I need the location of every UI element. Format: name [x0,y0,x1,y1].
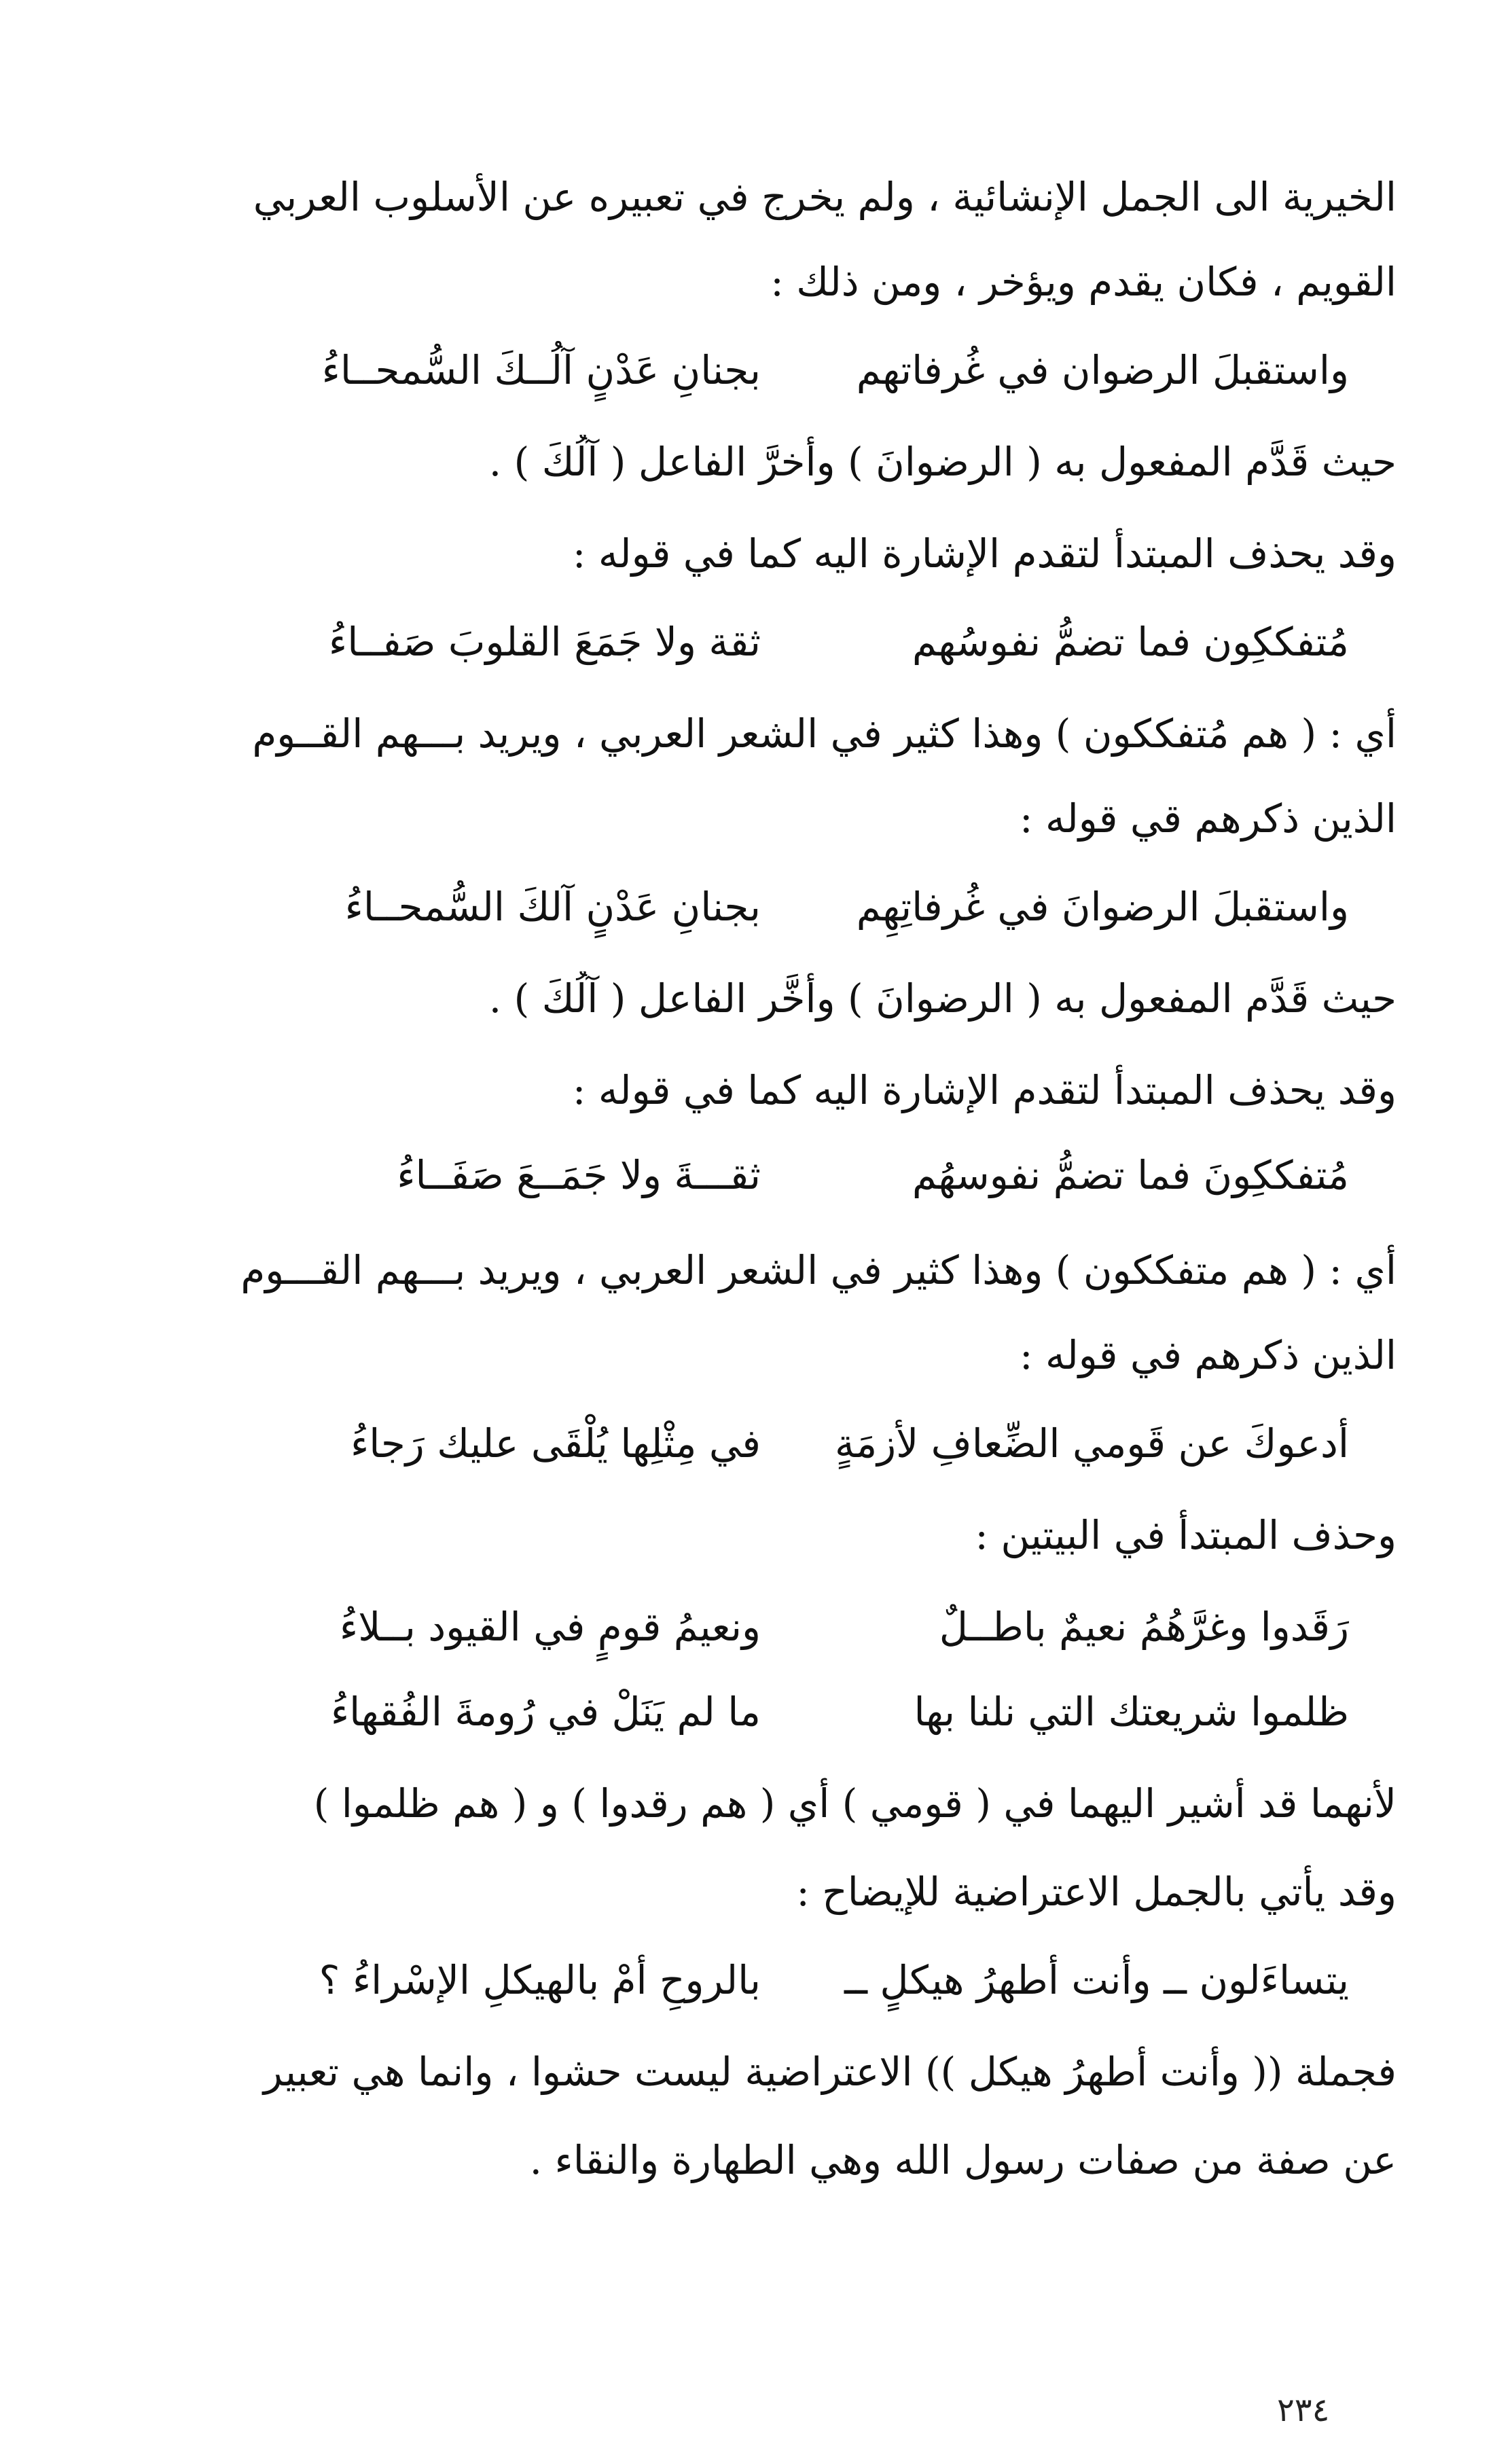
verse-first-hemistich: ظلموا شريعتك التي نلنا بها [914,1689,1349,1735]
verse-second-hemistich: في مِثْلِها يُلْقَى عليك رَجاءُ [350,1420,761,1467]
verse-first-hemistich: واستقبلَ الرضوانَ في غُرفاتِهِم [856,884,1349,930]
text-line: القويم ، فكان يقدم ويؤخر ، ومن ذلك : [770,259,1397,305]
text-line: حيث قَدَّم المفعول به ( الرضوانَ ) وأخَّر الفاعل ( آلُكَ ) . [488,975,1397,1022]
page-number: ٢٣٤ [1277,2391,1330,2429]
verse-first-hemistich: مُتفككِون فما تضمُّ نفوسُهم [912,619,1349,665]
text-line: الذين ذكرهم قي قوله : [1020,795,1397,842]
verse-second-hemistich: بجنانِ عَدْنٍ آلُــكَ السُّمحــاءُ [321,347,761,393]
text-line: وقد يأتي بالجمل الاعتراضية للإيضاح : [796,1869,1397,1915]
verse-second-hemistich: ونعيمُ قومٍ في القيود بــلاءُ [339,1604,761,1650]
text-line: وقد يحذف المبتدأ لتقدم الإشارة اليه كما في قوله : [572,531,1397,577]
verse-second-hemistich: ما لم يَنَلْ في رُومةَ الفُقهاءُ [330,1689,761,1735]
verse-second-hemistich: ثقـــةَ ولا جَمَــعَ صَفَــاءُ [397,1152,761,1198]
verse-second-hemistich: بالروحِ أمْ بالهيكلِ الإسْراءُ ؟ [319,1957,761,2003]
verse-first-hemistich: مُتفككِونَ فما تضمُّ نفوسهُم [912,1152,1349,1198]
text-line: عن صفة من صفات رسول الله وهي الطهارة والنقاء . [529,2137,1397,2183]
text-line: فجملة (( وأنت أطهرُ هيكل )) الاعتراضية ليست حشوا ، وانما هي تعبير [263,2049,1397,2095]
text-line: وقد يحذف المبتدأ لتقدم الإشارة اليه كما في قوله : [572,1067,1397,1113]
text-line: أي : ( هم متفككون ) وهذا كثير في الشعر العربي ، ويريد بـــهم القـــوم [240,1247,1397,1293]
verse-first-hemistich: أدعوكَ عن قَومي الضِّعافِ لأزمَةٍ [834,1420,1349,1467]
text-line: الخيرية الى الجمل الإنشائية ، ولم يخرج في تعبيره عن الأسلوب العربي [253,174,1397,220]
text-line: أي : ( هم مُتفككون ) وهذا كثير في الشعر العربي ، ويريد بـــهم القــوم [252,711,1397,757]
text-line: وحذف المبتدأ في البيتين : [975,1512,1397,1558]
text-line: لأنهما قد أشير اليهما في ( قومي ) أي ( هم رقدوا ) و ( هم ظلموا ) [313,1780,1397,1827]
text-line: الذين ذكرهم في قوله : [1020,1332,1397,1378]
verse-first-hemistich: رَقَدوا وغرَّهُمُ نعيمٌ باطــلٌ [939,1604,1349,1650]
text-line: حيث قَدَّم المفعول به ( الرضوانَ ) وأخرَّ الفاعل ( آلُكَ ) . [488,439,1397,485]
verse-first-hemistich: واستقبلَ الرضوان في غُرفاتهم [856,347,1349,393]
verse-first-hemistich: يتساءَلون ــ وأنت أطهرُ هيكلٍ ــ [844,1957,1349,2003]
verse-second-hemistich: بجنانِ عَدْنٍ آلكَ السُّمحــاءُ [344,884,761,930]
verse-second-hemistich: ثقة ولا جَمَعَ القلوبَ صَفــاءُ [328,619,761,665]
